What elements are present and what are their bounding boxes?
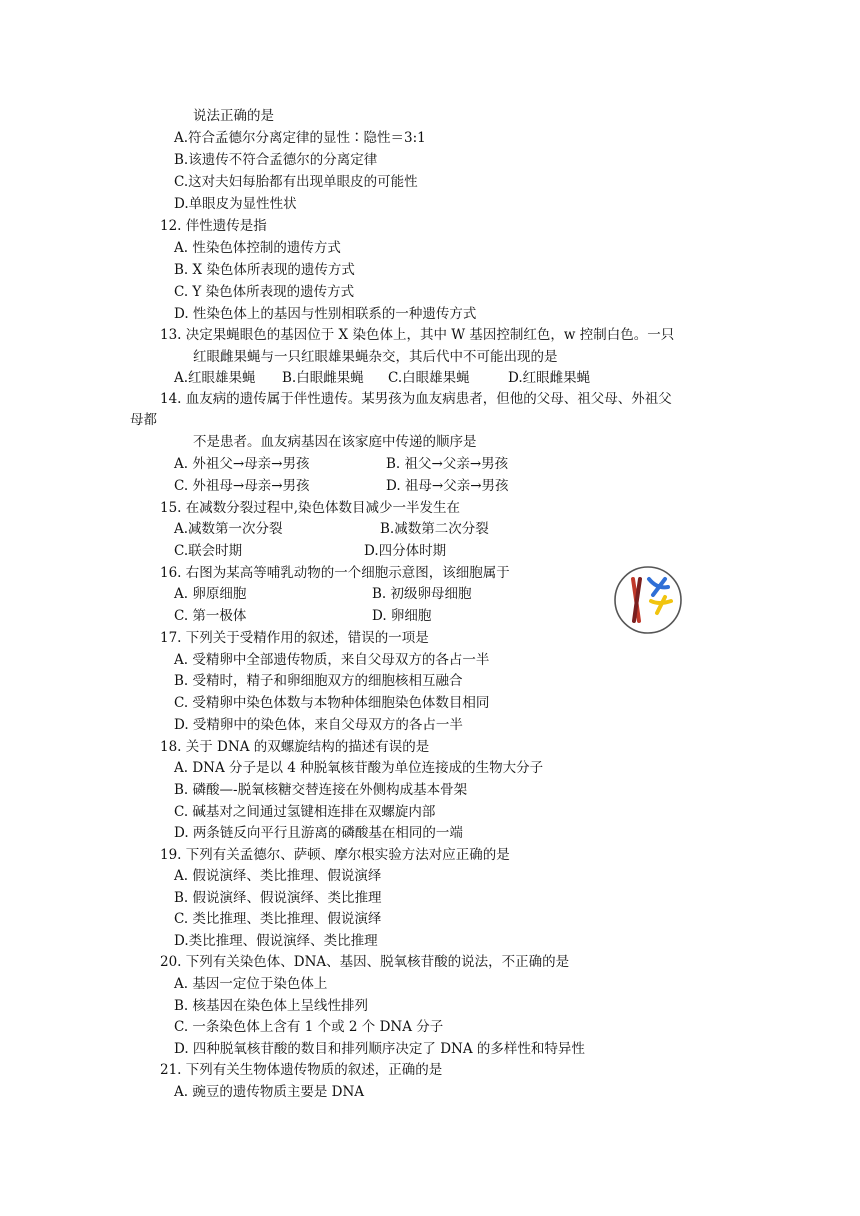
q12-option-d: D. 性染色体上的基因与性别相联系的一种遗传方式 <box>174 306 477 322</box>
q16-option-a: A. 卵原细胞 <box>174 586 247 602</box>
q19-option-d: D.类比推理、假说演绎、类比推理 <box>174 933 378 949</box>
q21-option-a: A. 豌豆的遗传物质主要是 DNA <box>174 1084 365 1100</box>
q19-option-a: A. 假说演绎、类比推理、假说演绎 <box>174 868 382 884</box>
q19-option-b: B. 假说演绎、假说演绎、类比推理 <box>174 890 382 906</box>
q13-option-b: B.白眼雌果蝇 <box>282 370 364 386</box>
q20-option-d: D. 四种脱氧核苷酸的数目和排列顺序决定了 DNA 的多样性和特异性 <box>174 1041 585 1057</box>
q21-stem: 21. 下列有关生物体遗传物质的叙述，正确的是 <box>160 1062 443 1078</box>
q20-option-b: B. 核基因在染色体上呈线性排列 <box>174 998 369 1014</box>
q12-option-a: A. 性染色体控制的遗传方式 <box>174 240 341 256</box>
q12-option-b: B. X 染色体所表现的遗传方式 <box>174 262 355 278</box>
q14-option-b: B. 祖父→父亲→男孩 <box>386 456 509 472</box>
q13-stem-cont: 红眼雌果蝇与一只红眼雄果蝇杂交，其后代中不可能出现的是 <box>193 349 558 365</box>
q18-option-b: B. 磷酸—-脱氧核糖交替连接在外侧构成基本骨架 <box>174 782 468 798</box>
q13-option-c: C.白眼雄果蝇 <box>388 370 470 386</box>
q12-option-c: C. Y 染色体所表现的遗传方式 <box>174 284 355 300</box>
q11-option-b: B.该遗传不符合孟德尔的分离定律 <box>174 152 378 168</box>
q15-option-b: B.减数第二次分裂 <box>380 521 489 537</box>
q19-stem: 19. 下列有关孟德尔、萨顿、摩尔根实验方法对应正确的是 <box>160 847 510 863</box>
q20-stem: 20. 下列有关染色体、DNA、基因、脱氧核苷酸的说法，不正确的是 <box>160 954 570 970</box>
q14-stem-wrap: 母都 <box>130 412 157 428</box>
q16-option-d: D. 卵细胞 <box>372 608 432 624</box>
q11-stem-cont: 说法正确的是 <box>193 108 274 124</box>
q16-option-b: B. 初级卵母细胞 <box>372 586 472 602</box>
q16-stem: 16. 右图为某高等哺乳动物的一个细胞示意图，该细胞属于 <box>160 565 510 581</box>
q11-option-c: C.这对夫妇每胎都有出现单眼皮的可能性 <box>174 174 418 190</box>
q15-option-d: D.四分体时期 <box>364 543 447 559</box>
q13-option-d: D.红眼雌果蝇 <box>508 370 591 386</box>
q18-stem: 18. 关于 DNA 的双螺旋结构的描述有误的是 <box>160 739 430 755</box>
q18-option-d: D. 两条链反向平行且游离的磷酸基在相同的一端 <box>174 825 463 841</box>
q20-option-c: C. 一条染色体上含有 1 个或 2 个 DNA 分子 <box>174 1019 444 1035</box>
q20-option-a: A. 基因一定位于染色体上 <box>174 976 328 992</box>
q17-option-c: C. 受精卵中染色体数与本物种体细胞染色体数目相同 <box>174 695 490 711</box>
q19-option-c: C. 类比推理、类比推理、假说演绎 <box>174 911 382 927</box>
q17-stem: 17. 下列关于受精作用的叙述，错误的一项是 <box>160 630 429 646</box>
q14-stem-cont: 不是患者。血友病基因在该家庭中传递的顺序是 <box>193 434 477 450</box>
q14-option-a: A. 外祖父→母亲→男孩 <box>174 456 310 472</box>
q14-stem: 14. 血友病的遗传属于伴性遗传。某男孩为血友病患者，但他的父母、祖父母、外祖父 <box>160 391 672 407</box>
q13-stem: 13. 决定果蝇眼色的基因位于 X 染色体上，其中 W 基因控制红色，w 控制白色。一只 <box>160 327 675 343</box>
q16-option-c: C. 第一极体 <box>174 608 247 624</box>
q17-option-b: B. 受精时，精子和卵细胞双方的细胞核相互融合 <box>174 673 463 689</box>
q15-option-c: C.联会时期 <box>174 543 243 559</box>
q11-option-d: D.单眼皮为显性性状 <box>174 196 297 212</box>
cell-diagram-icon <box>613 565 683 635</box>
q17-option-a: A. 受精卵中全部遗传物质，来自父母双方的各占一半 <box>174 652 490 668</box>
q13-option-a: A.红眼雄果蝇 <box>174 370 256 386</box>
q18-option-a: A. DNA 分子是以 4 种脱氧核苷酸为单位连接成的生物大分子 <box>174 760 544 776</box>
q14-option-c: C. 外祖母→母亲→男孩 <box>174 478 310 494</box>
q12-stem: 12. 伴性遗传是指 <box>160 218 267 234</box>
q18-option-c: C. 碱基对之间通过氢键相连排在双螺旋内部 <box>174 804 436 820</box>
q11-option-a: A.符合孟德尔分离定律的显性∶隐性＝3:1 <box>174 130 426 146</box>
q14-option-d: D. 祖母→父亲→男孩 <box>386 478 509 494</box>
q15-stem: 15. 在减数分裂过程中,染色体数目减少一半发生在 <box>160 500 461 516</box>
q15-option-a: A.减数第一次分裂 <box>174 521 283 537</box>
q17-option-d: D. 受精卵中的染色体，来自父母双方的各占一半 <box>174 717 463 733</box>
